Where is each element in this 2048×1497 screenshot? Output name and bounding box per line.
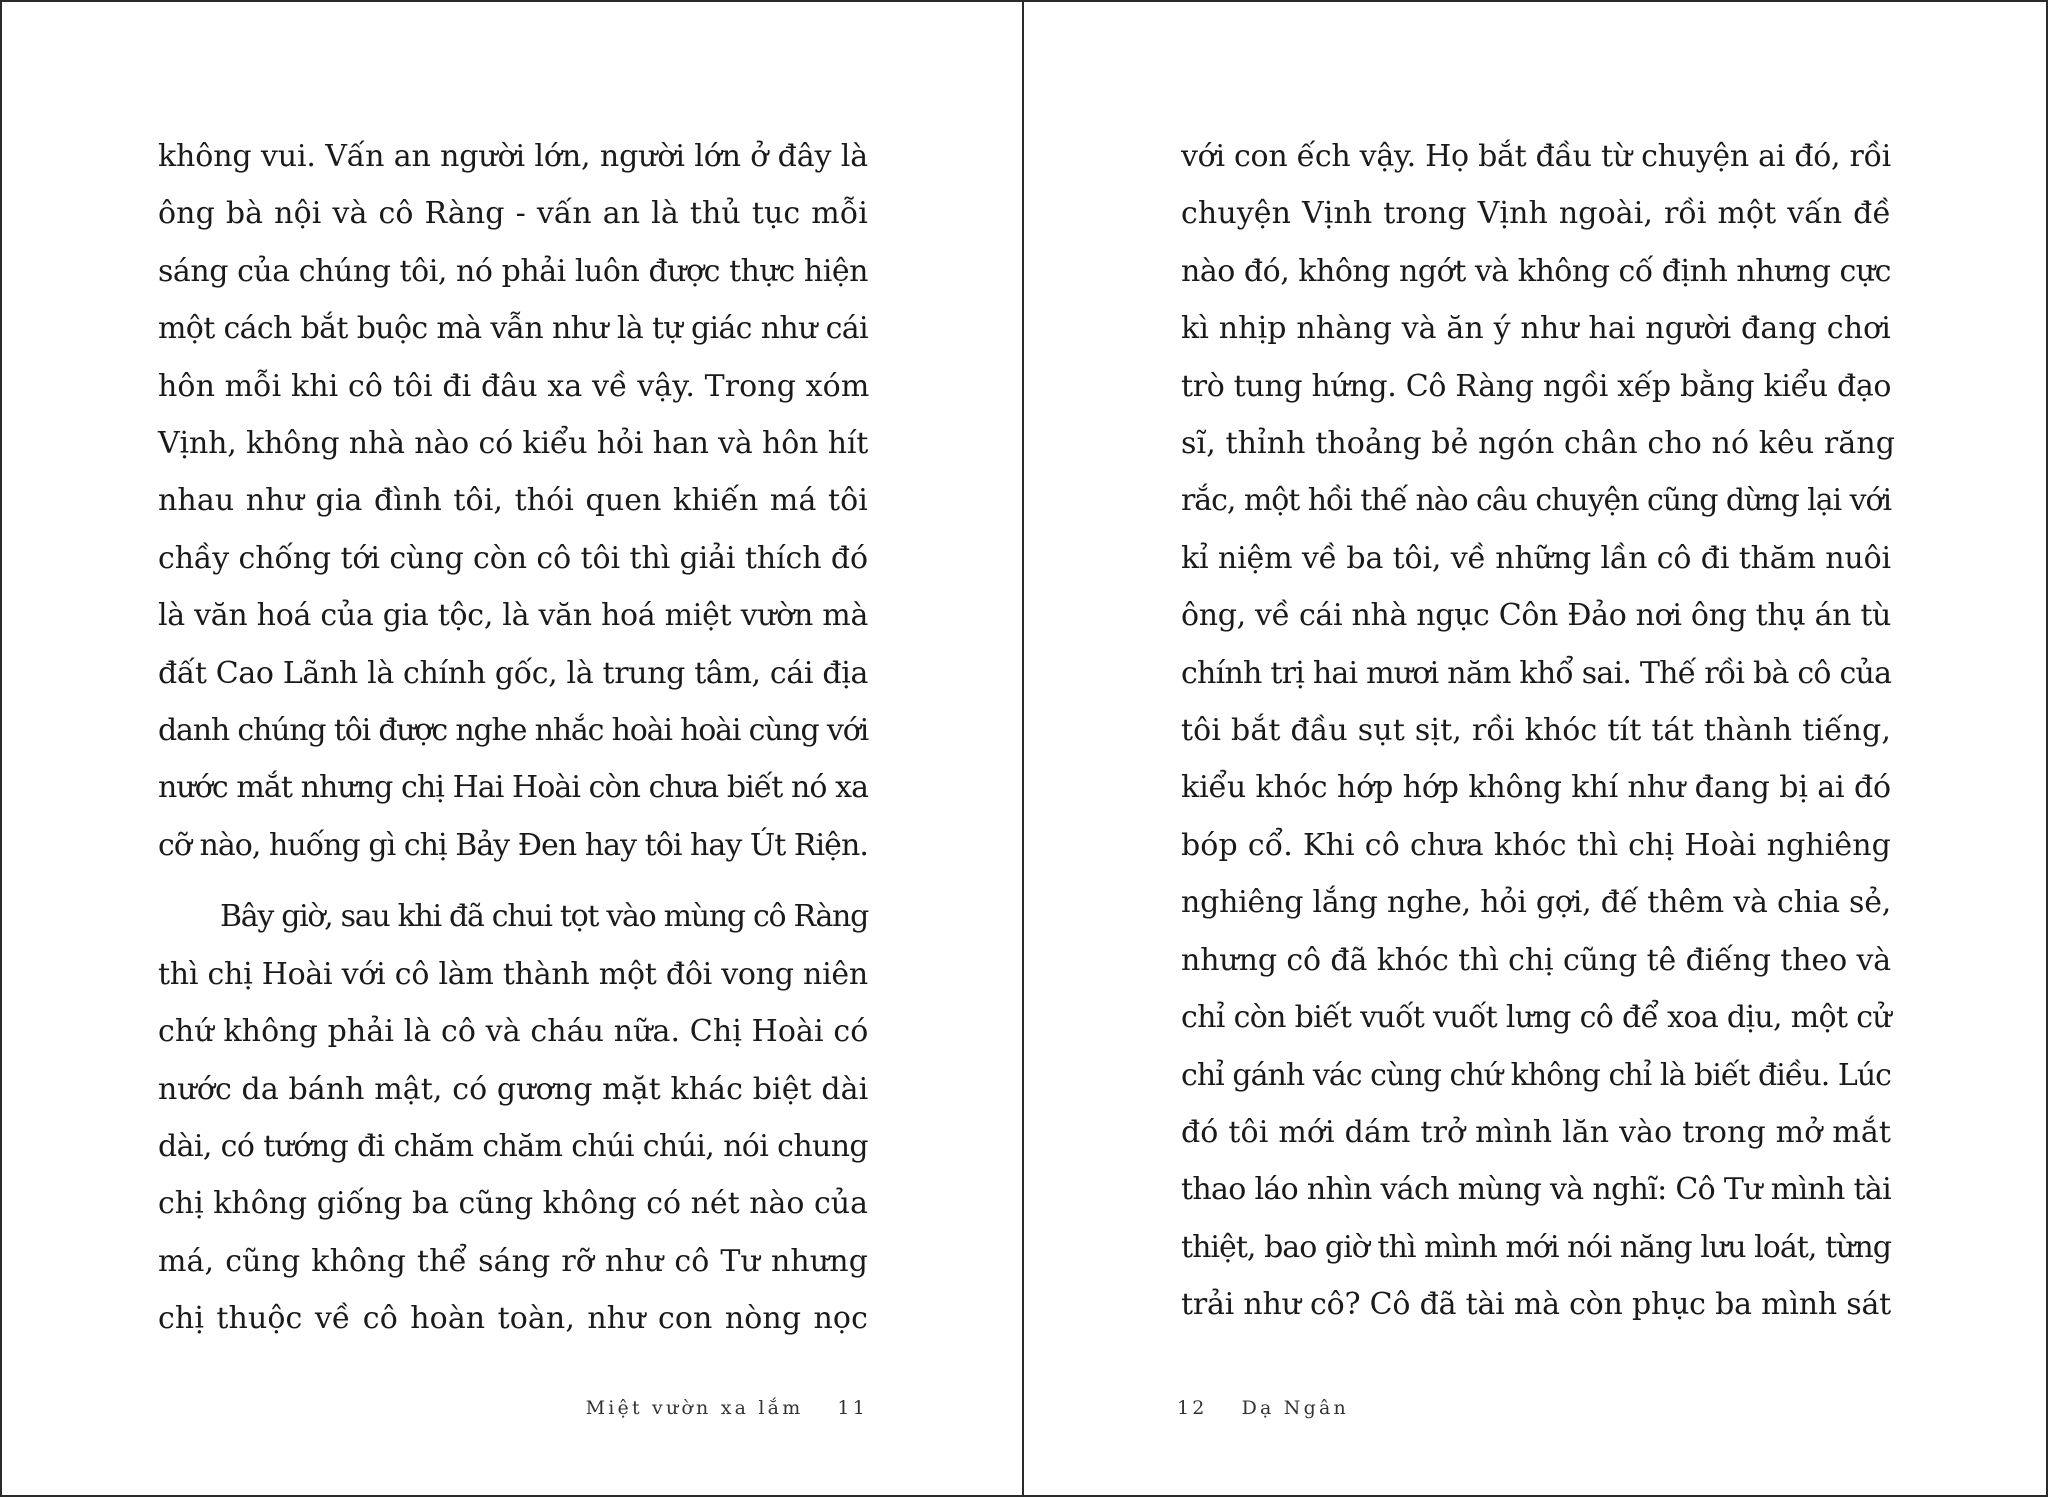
running-title: Miệt vườn xa lắm xyxy=(585,1397,804,1419)
text-line: Bây giờ, sau khi đã chui tọt vào mùng cô Ràng xyxy=(220,899,868,935)
text-line: không vui. Vấn an người lớn, người lớn ở đây là xyxy=(158,139,868,174)
right-page-text xyxy=(1181,128,1896,1334)
paragraph xyxy=(158,888,868,1347)
text-line: kì nhịp nhàng và ăn ý như hai người đang chơi xyxy=(1181,311,1891,347)
text-line: nào đó, không ngớt và không cố định nhưng cực xyxy=(1181,253,1891,289)
text-line: sĩ, thỉnh thoảng bẻ ngón chân cho nó kêu răng xyxy=(1181,426,1896,462)
text-line: nước mắt nhưng chị Hai Hoài còn chưa biết nó xa xyxy=(158,770,869,806)
text-line: thiệt, bao giờ thì mình mới nói năng lưu loát, từng xyxy=(1181,1229,1891,1265)
left-page-text xyxy=(158,128,868,1348)
text-line: là văn hoá của gia tộc, là văn hoá miệt vườn mà xyxy=(158,598,869,634)
text-line: dài, có tướng đi chăm chăm chúi chúi, nói chung xyxy=(158,1128,869,1164)
text-line: với con ếch vậy. Họ bắt đầu từ chuyện ai đó, rồi xyxy=(1181,139,1891,174)
running-author: Dạ Ngân xyxy=(1241,1397,1349,1419)
paragraph xyxy=(158,128,868,874)
page-number: 12 xyxy=(1177,1397,1208,1419)
text-line: đó tôi mới dám trở mình lăn vào trong mở mắt xyxy=(1181,1114,1891,1150)
text-line: nghiêng lắng nghe, hỏi gợi, đế thêm và chia sẻ, xyxy=(1181,885,1892,921)
text-line: cỡ nào, huống gì chị Bảy Đen hay tôi hay Út Riện. xyxy=(158,827,868,863)
text-line: má, cũng không thể sáng rỡ như cô Tư nhưng xyxy=(158,1243,868,1279)
text-line: một cách bắt buộc mà vẫn như là tự giác như cái xyxy=(158,311,868,347)
text-line: kỉ niệm về ba tôi, về những lần cô đi thăm nuôi xyxy=(1181,540,1891,576)
right-page xyxy=(1024,0,2044,1497)
text-line: trải như cô? Cô đã tài mà còn phục ba mình sát xyxy=(1181,1287,1891,1323)
left-page xyxy=(0,0,1020,1497)
text-line: chị thuộc về cô hoàn toàn, như con nòng nọc xyxy=(158,1301,868,1337)
text-line: tôi bắt đầu sụt sịt, rồi khóc tít tát thành tiếng, xyxy=(1181,713,1891,749)
text-line: thao láo nhìn vách mùng và nghĩ: Cô Tư mình tài xyxy=(1181,1172,1892,1208)
text-line: ông, về cái nhà ngục Côn Đảo nơi ông thụ án tù xyxy=(1181,598,1892,634)
text-line: danh chúng tôi được nghe nhắc hoài hoài cùng với xyxy=(158,713,868,749)
text-line: chỉ còn biết vuốt vuốt lưng cô để xoa dịu, một cử xyxy=(1181,1000,1891,1036)
text-line: kiểu khóc hớp hớp không khí như đang bị ai đó xyxy=(1181,770,1891,806)
paragraph-gap xyxy=(158,874,868,888)
text-line: trò tung hứng. Cô Ràng ngồi xếp bằng kiểu đạo xyxy=(1181,368,1892,404)
text-line: chị không giống ba cũng không có nét nào của xyxy=(158,1186,868,1222)
paragraph xyxy=(1181,128,1896,1334)
text-line: đất Cao Lãnh là chính gốc, là trung tâm, cái địa xyxy=(158,655,868,691)
text-line: Vịnh, không nhà nào có kiểu hỏi han và hôn hít xyxy=(158,426,869,462)
page-number: 11 xyxy=(837,1397,868,1419)
text-line: chứ không phải là cô và cháu nữa. Chị Hoài có xyxy=(158,1014,869,1050)
right-page-footer xyxy=(1177,1397,1349,1419)
left-page-footer xyxy=(586,1397,868,1419)
text-line: nước da bánh mật, có gương mặt khác biệt dài xyxy=(158,1071,869,1107)
text-line: bóp cổ. Khi cô chưa khóc thì chị Hoài nghiêng xyxy=(1181,827,1891,863)
text-line: chầy chống tới cùng còn cô tôi thì giải thích đó xyxy=(158,540,868,576)
text-line: ông bà nội và cô Ràng - vấn an là thủ tục mỗi xyxy=(158,196,868,232)
text-line: chỉ gánh vác cùng chứ không chỉ là biết điều. Lúc xyxy=(1181,1057,1891,1093)
text-line: thì chị Hoài với cô làm thành một đôi vong niên xyxy=(158,956,868,992)
text-line: chuyện Vịnh trong Vịnh ngoài, rồi một vấn đề xyxy=(1181,196,1891,232)
text-line: nhưng cô đã khóc thì chị cũng tê điếng theo và xyxy=(1181,942,1892,978)
text-line: sáng của chúng tôi, nó phải luôn được thực hiện xyxy=(158,253,868,289)
text-line: nhau như gia đình tôi, thói quen khiến má tôi xyxy=(158,483,868,519)
text-line: hôn mỗi khi cô tôi đi đâu xa về vậy. Trong xóm xyxy=(158,368,870,404)
text-line: chính trị hai mươi năm khổ sai. Thế rồi bà cô của xyxy=(1181,655,1892,691)
text-line: rắc, một hồi thế nào câu chuyện cũng dừng lại với xyxy=(1181,483,1891,519)
